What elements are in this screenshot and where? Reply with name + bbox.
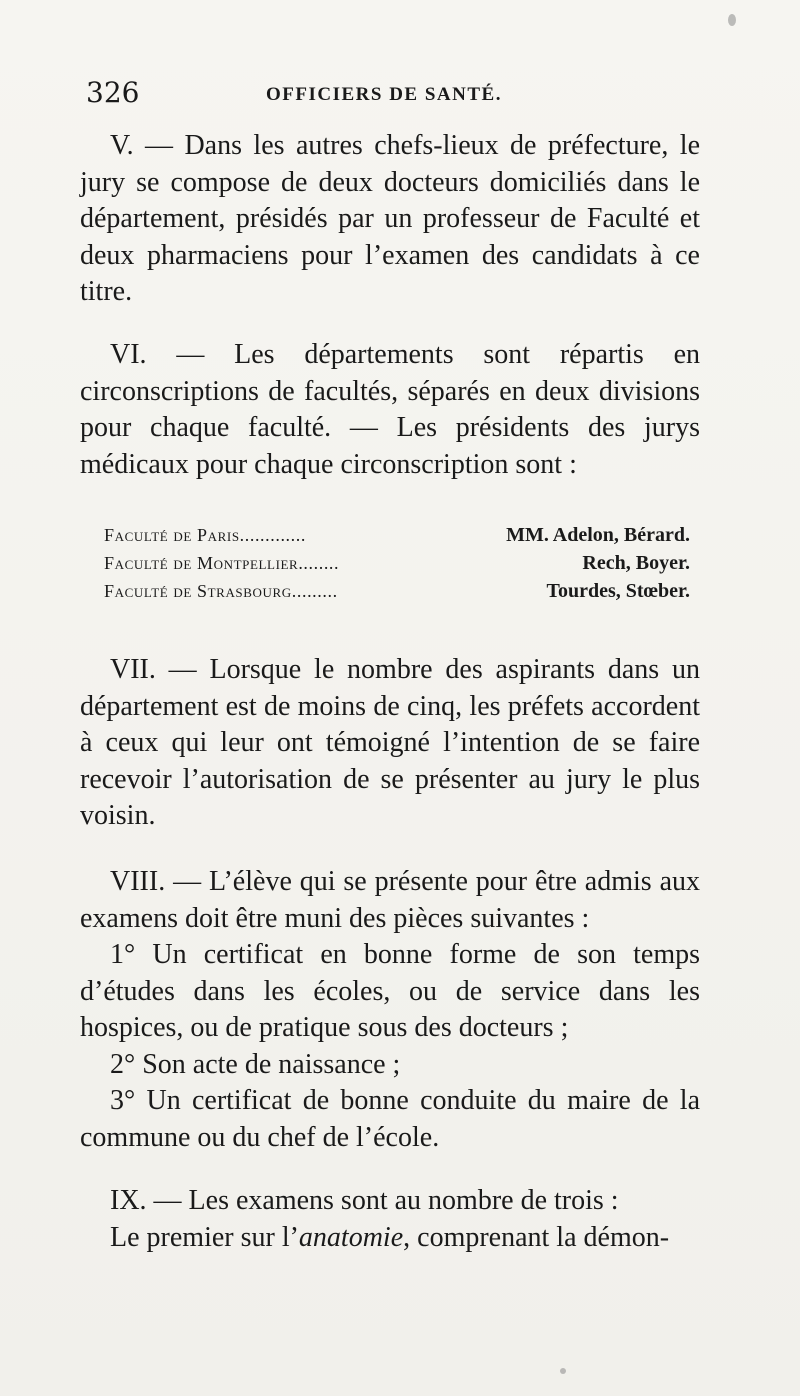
page-header [86,76,706,116]
roster-row [104,549,690,577]
roster-faculty: Faculté de Montpellier........ [104,553,340,573]
section-vi [80,337,700,483]
section-ix-line-end: , comprenant la démon- [403,1221,670,1253]
ink-spot [728,14,736,26]
section-vii [80,652,700,835]
section-ix-intro: IX. — Les examens sont au nombre de trois : [110,1185,619,1216]
roster-members: Rech, Boyer. [582,552,690,574]
jury-presidents-table [104,521,690,605]
ink-spot [560,1368,566,1374]
roster-row [104,521,690,549]
section-v [80,128,700,311]
roster-row [104,577,690,605]
roster-faculty: Faculté de Paris............. [104,525,306,545]
page-number: 326 [86,76,140,109]
section-ix [80,1183,700,1256]
roster-members: MM. Adelon, Bérard. [506,524,690,546]
running-title: OFFICIERS DE SANTÉ. [266,84,502,105]
section-ix-line [80,1220,700,1257]
section-vi-text: VI. — Les départements sont répartis en circonscriptions de facultés, séparés en deux divisions pour chaque faculté. — Les présidents des jurys médicaux pour chaque circonscription sont : [80,339,700,480]
roster-members: Tourdes, Stœber. [546,580,690,602]
section-viii-item-2: 2° Son acte de naissance ; [110,1048,401,1080]
section-vii-text: VII. — Lorsque le nombre des aspirants dans un département est de moins de cinq, les préfets accordent à ceux qui leur ont témoigné l’intention de se faire recevoir l’autorisation de se présenter au jury le plus voisin. [80,654,700,831]
section-ix-line-start: Le premier sur l’ [110,1221,299,1253]
section-v-text: V. — Dans les autres chefs-lieux de préfecture, le jury se compose de deux docteurs domiciliés dans le département, présidés par un professeur de Faculté et deux pharmaciens pour l’examen des candidats à ce titre. [80,130,700,307]
roster-faculty: Faculté de Strasbourg......... [104,581,338,601]
section-ix-line-italic: anatomie [298,1221,404,1253]
section-viii-intro: VIII. — L’élève qui se présente pour être admis aux examens doit être muni des pièces suivantes : [80,866,700,934]
section-viii-item-1: 1° Un certificat en bonne forme de son temps d’études dans les écoles, ou de service dans les hospices, ou de pratique sous des docteurs ; [80,939,700,1043]
section-viii [80,864,700,1156]
section-viii-item-3: 3° Un certificat de bonne conduite du maire de la commune ou du chef de l’école. [80,1085,700,1153]
